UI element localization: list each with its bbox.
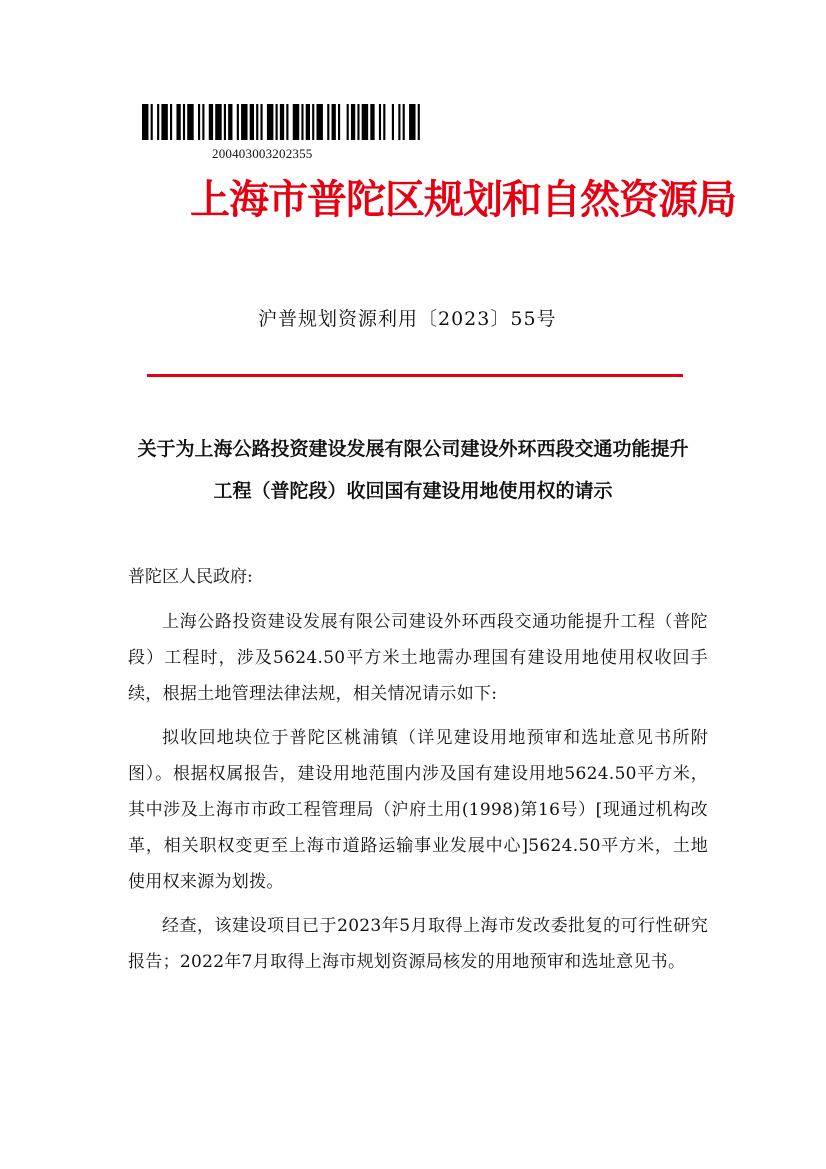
barcode-bar (286, 104, 288, 140)
body-paragraph-1: 上海公路投资建设发展有限公司建设外环西段交通功能提升工程（普陀段）工程时，涉及5624.50平方米土地需办理国有建设用地使用权收回手续，根据土地管理法律法规，相关情况请示如下: (128, 612, 708, 704)
barcode-bar (293, 104, 299, 140)
barcode-bar (187, 104, 193, 140)
barcode-bar (312, 104, 314, 140)
barcode-bar (332, 104, 336, 140)
barcode-bar (383, 104, 385, 140)
barcode-bar (418, 104, 420, 140)
barcode-bar (198, 104, 200, 140)
barcode-bar (347, 104, 349, 140)
barcode-number: 200403003202355 (212, 146, 313, 161)
barcode-bar (224, 104, 226, 140)
barcode-bar (370, 104, 374, 140)
barcode-bar (327, 104, 329, 140)
issuing-organization: 上海市普陀区规划和自然资源局 (190, 176, 736, 223)
barcode-bar (398, 104, 400, 140)
barcode-bar (316, 104, 322, 140)
barcode-bar (183, 104, 185, 140)
document-number: 沪普规划资源利用〔2023〕55号 (258, 308, 557, 330)
barcode-bar (142, 104, 148, 140)
document-title-line-2: 工程（普陀段）收回国有建设用地使用权的请示 (213, 480, 613, 502)
barcode-bar (260, 104, 262, 140)
barcode (142, 104, 422, 140)
barcode-bar (241, 104, 247, 140)
barcode-bar (301, 104, 303, 140)
barcode-bar (357, 104, 359, 140)
barcode-bar (157, 104, 159, 140)
barcode-bar (237, 104, 239, 140)
barcode-bar (403, 104, 405, 140)
barcode-bar (151, 104, 153, 140)
barcode-bar (228, 104, 232, 140)
barcode-bar (176, 104, 180, 140)
barcode-bar (267, 104, 273, 140)
barcode-bar (209, 104, 213, 140)
barcode-bar (306, 104, 310, 140)
document-title-line-1: 关于为上海公路投资建设发展有限公司建设外环西段交通功能提升 (137, 438, 689, 460)
body-paragraph-2: 拟收回地块位于普陀区桃浦镇（详见建设用地预审和选址意见书所附图）。根据权属报告，建设用地范围内涉及国有建设用地5624.50平方米，其中涉及上海市市政工程管理局（沪府土用(1998)第16号）[现通过机构改革，相关职权变更至上海市道路运输事业发展中心]5624.50平方米，土地使用权来源为划拨。 (128, 728, 708, 892)
body-paragraph-3: 经查，该建设项目已于2023年5月取得上海市发改委批复的可行性研究报告；2022年7月取得上海市规划资源局核发的用地预审和选址意见书。 (128, 916, 708, 972)
barcode-bar (256, 104, 258, 140)
barcode-bar (392, 104, 394, 140)
addressee: 普陀区人民政府: (128, 567, 253, 587)
barcode-bar (276, 104, 278, 140)
barcode-bar (351, 104, 355, 140)
barcode-bar (202, 104, 204, 140)
barcode-bar (170, 104, 172, 140)
barcode-bar (362, 104, 368, 140)
document-body (128, 604, 708, 988)
barcode-bar (338, 104, 340, 140)
barcode-bar (250, 104, 254, 140)
barcode-bar (215, 104, 221, 140)
barcode-bar (161, 104, 167, 140)
barcode-bar (409, 104, 415, 140)
document-title (110, 428, 716, 512)
barcode-bar (280, 104, 284, 140)
barcode-bar (379, 104, 381, 140)
red-divider-rule (147, 374, 683, 377)
